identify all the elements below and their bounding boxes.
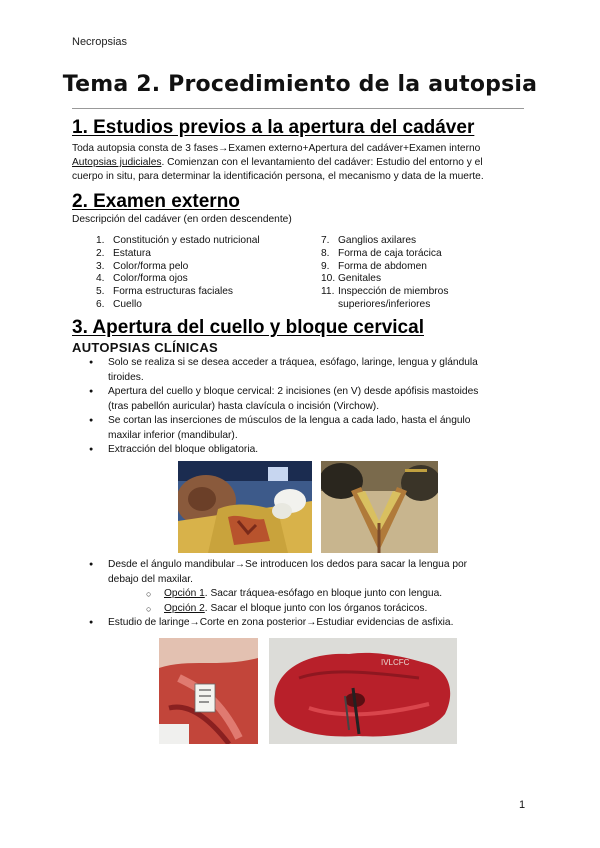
page-number: 1: [519, 799, 526, 811]
running-header: Necropsias: [72, 36, 128, 48]
larynx-specimen-photo: [159, 638, 258, 744]
list-item: 9. Forma de abdomen: [321, 260, 427, 272]
list-item: 11. Inspección de miembros superiores/inferiores: [321, 286, 449, 310]
list-item: 4. Color/forma ojos: [96, 273, 188, 285]
option-label: Opción 1: [164, 588, 205, 599]
section-1-line-1: Toda autopsia consta de 3 fases→Examen externo+Apertura del cadáver+Examen interno: [72, 143, 481, 154]
bullet-item: ● Desde el ángulo mandibular→Se introducen los dedos para sacar la lengua por debajo del maxilar. ○ Opción 1. Sacar tráquea-esófago en bloque junto con lengua. ○ Opción 2. Sacar el bloque junto con los órganos torácicos.: [88, 558, 520, 616]
autopsias-clinicas-subheading: AUTOPSIAS CLÍNICAS: [72, 340, 219, 355]
section-1-line-2: Autopsias judiciales. Comienzan con el levantamiento del cadáver: Estudio del entorno y el: [72, 157, 483, 168]
list-item: 2. Estatura: [96, 247, 151, 259]
external-exam-list-right: [321, 235, 521, 312]
list-item: 10. Genitales: [321, 273, 382, 285]
option-label: Opción 2: [164, 602, 205, 614]
external-exam-list-left: [96, 235, 296, 312]
cervical-steps-list: [88, 356, 520, 458]
cervical-steps-list-continued: [88, 558, 520, 631]
neck-dissection-photo: [178, 461, 312, 553]
section-3-heading: 3. Apertura del cuello y bloque cervical: [72, 317, 424, 338]
list-item: 7. Ganglios axilares: [321, 235, 417, 246]
list-item: 6. Cuello: [96, 298, 142, 310]
section-1-line-3: cuerpo in situ, para determinar la identificación persona, el mecanismo y data de la muerte.: [72, 171, 484, 182]
section-1-text: [72, 142, 528, 184]
title-divider: [72, 108, 524, 109]
list-item: 3. Color/forma pelo: [96, 260, 189, 272]
options-sublist: [108, 587, 520, 616]
section-1-heading: 1. Estudios previos a la apertura del cadáver: [72, 117, 475, 138]
bullet-item: ● Solo se realiza si se desea acceder a tráquea, esófago, laringe, lengua y glándula tiroides.: [88, 356, 520, 385]
bullet-item: ● Extracción del bloque obligatoria.: [88, 443, 520, 458]
section-2-intro: Descripción del cadáver (en orden descendente): [72, 214, 292, 225]
airway-block-photo: [269, 638, 457, 744]
autopsias-judiciales-link: Autopsias judiciales: [72, 157, 162, 168]
list-item: 1. Constitución y estado nutricional: [96, 235, 260, 246]
specimen-watermark: IVLCFC: [381, 658, 410, 667]
bullet-item: ● Apertura del cuello y bloque cervical: 2 incisiones (en V) desde apófisis mastoides (tras pabellón auricular) hasta clavícula o incisión (Virchow).: [88, 385, 520, 414]
list-item: 8. Forma de caja torácica: [321, 247, 442, 259]
section-2-heading: 2. Examen externo: [72, 191, 240, 212]
bullet-item: ● Estudio de laringe→Corte en zona posterior→Estudiar evidencias de asfixia.: [88, 616, 520, 631]
page-title: Tema 2. Procedimiento de la autopsia: [62, 72, 538, 97]
bullet-item: ● Se cortan las inserciones de músculos de la lengua a cada lado, hasta el ángulo maxilar inferior (mandibular).: [88, 414, 520, 443]
list-item: 5. Forma estructuras faciales: [96, 286, 234, 298]
v-incision-photo: [321, 461, 438, 553]
option-item: ○ Opción 2. Sacar el bloque junto con los órganos torácicos.: [108, 602, 520, 617]
option-item: ○ Opción 1. Sacar tráquea-esófago en bloque junto con lengua.: [108, 587, 520, 602]
